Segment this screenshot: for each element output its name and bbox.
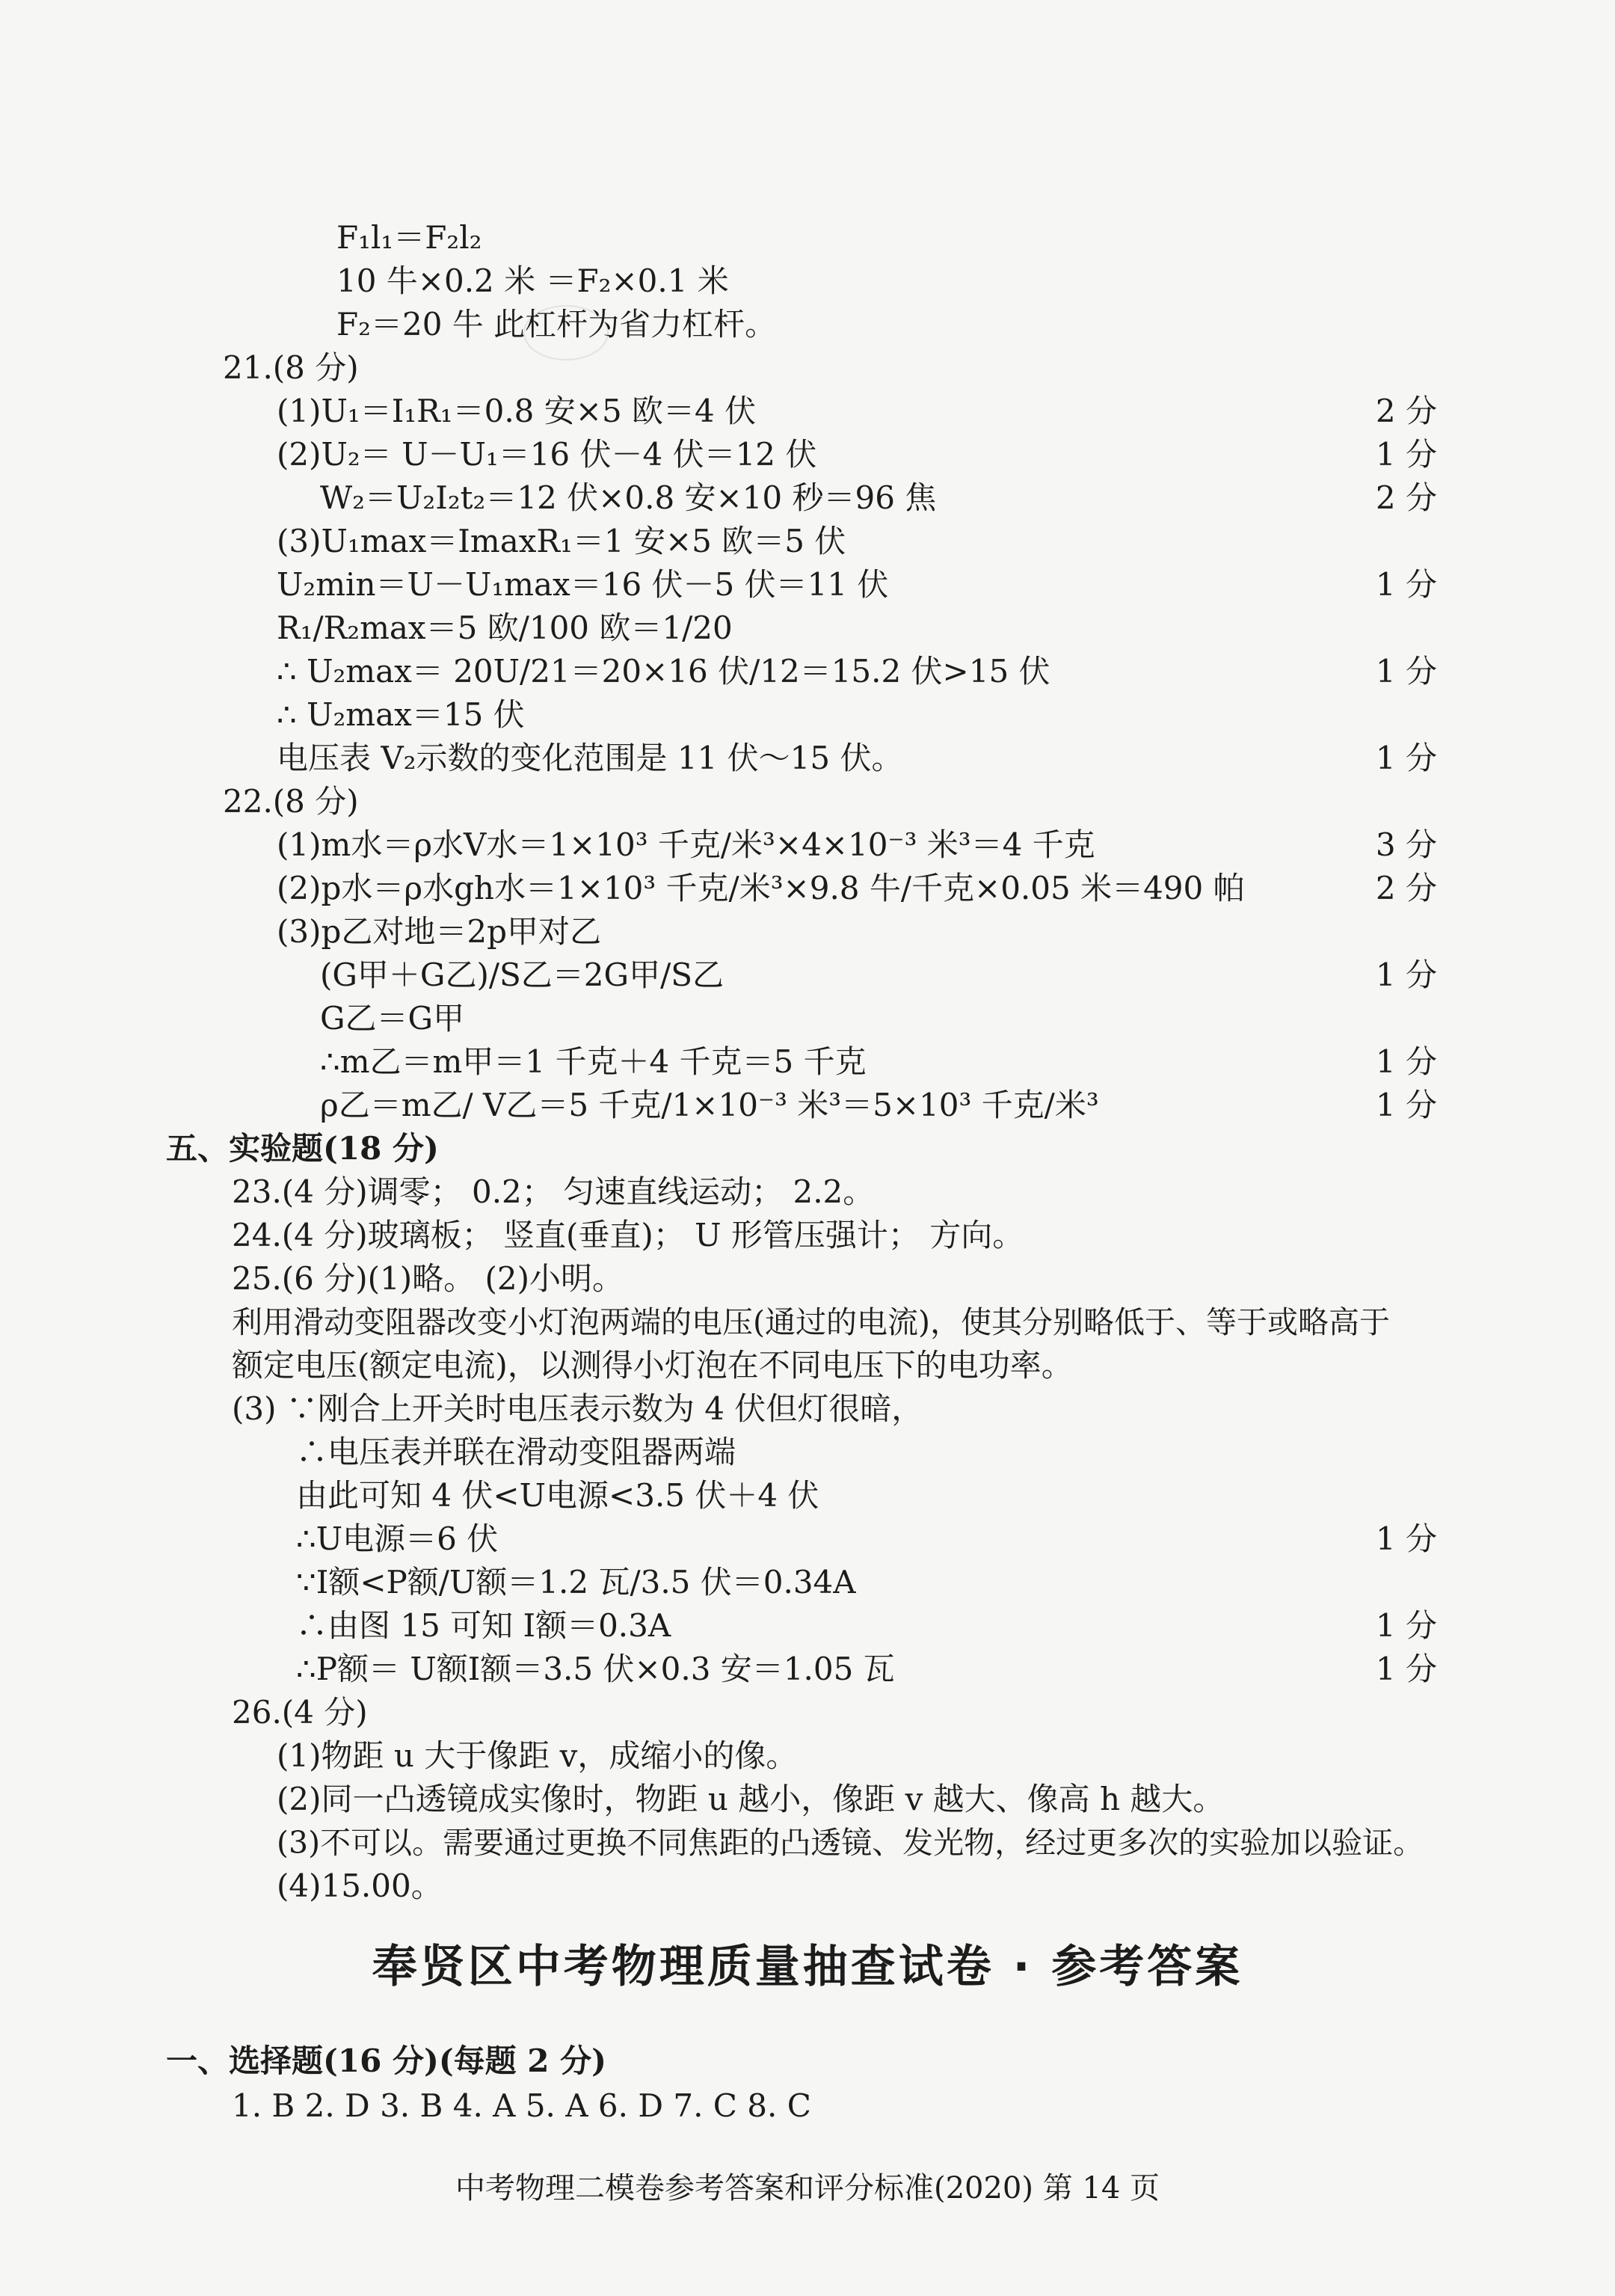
line-l21: ρ乙＝m乙/ V乙＝5 千克/1×10⁻³ 米³＝5×10³ 千克/米³ (320, 1087, 1099, 1123)
line-l18: (G甲＋G乙)/S乙＝2G甲/S乙 (320, 957, 724, 993)
score-l05: 2 分 (1375, 393, 1437, 429)
line-l32: ∵I额<P额/U额＝1.2 瓦/3.5 伏＝0.34A (296, 1564, 856, 1600)
score-l33: 1 分 (1375, 1607, 1437, 1644)
score-l09: 1 分 (1375, 566, 1437, 603)
line-l41: 1. B 2. D 3. B 4. A 5. A 6. D 7. C 8. C (232, 2087, 811, 2124)
line-l36: (1)物距 u 大于像距 v，成缩小的像。 (277, 1737, 798, 1774)
line-l10: R₁/R₂max＝5 欧/100 欧＝1/20 (277, 610, 733, 646)
line-l11: ∴ U₂max＝ 20U/21＝20×16 伏/12＝15.2 伏>15 伏 (277, 653, 1050, 690)
score-l15: 3 分 (1375, 826, 1437, 863)
line-l12: ∴ U₂max＝15 伏 (277, 696, 525, 733)
score-l31: 1 分 (1375, 1520, 1437, 1557)
line-l19: G乙＝G甲 (320, 1000, 465, 1037)
line-l06: (2)U₂＝ U－U₁＝16 伏－4 伏＝12 伏 (277, 436, 817, 473)
score-l13: 1 分 (1375, 740, 1437, 776)
line-l07: W₂＝U₂I₂t₂＝12 伏×0.8 安×10 秒＝96 焦 (320, 479, 937, 516)
line-l02: 10 牛×0.2 米 ＝F₂×0.1 米 (336, 263, 729, 299)
line-l14: 22.(8 分) (223, 783, 359, 820)
line-l38: (3)不可以。需要通过更换不同焦距的凸透镜、发光物，经过更多次的实验加以验证。 (277, 1825, 1424, 1861)
section-heading-multiple-choice: 一、选择题(16 分)(每题 2 分) (166, 2042, 607, 2079)
line-l03: F₂＝20 牛 此杠杆为省力杠杆。 (336, 306, 777, 343)
line-l04: 21.(8 分) (223, 349, 359, 386)
line-l33: ∴由图 15 可知 I额＝0.3A (296, 1607, 671, 1644)
line-l27: 额定电压(额定电流)，以测得小灯泡在不同电压下的电功率。 (232, 1347, 1073, 1384)
score-l34: 1 分 (1375, 1651, 1437, 1687)
line-l20: ∴m乙＝m甲＝1 千克＋4 千克＝5 千克 (320, 1043, 867, 1080)
line-l37: (2)同一凸透镜成实像时，物距 u 越小，像距 v 越大、像高 h 越大。 (277, 1781, 1225, 1817)
answer-key-title: 奉贤区中考物理质量抽查试卷 · 参考答案 (372, 1941, 1243, 1993)
line-l39: (4)15.00。 (277, 1867, 443, 1904)
line-l01: F₁l₁＝F₂l₂ (336, 219, 482, 256)
line-l08: (3)U₁max＝ImaxR₁＝1 安×5 欧＝5 伏 (277, 523, 846, 559)
line-l16: (2)p水＝ρ水gh水＝1×10³ 千克/米³×9.8 牛/千克×0.05 米＝490 帕 (277, 870, 1245, 906)
line-l05: (1)U₁＝I₁R₁＝0.8 安×5 欧＝4 伏 (277, 393, 757, 429)
line-l17: (3)p乙对地＝2p甲对乙 (277, 913, 601, 950)
line-l31: ∴U电源＝6 伏 (296, 1520, 499, 1557)
line-l23: 23.(4 分)调零； 0.2； 匀速直线运动； 2.2。 (232, 1173, 875, 1210)
score-l20: 1 分 (1375, 1043, 1437, 1080)
line-l30: 由此可知 4 伏<U电源<3.5 伏＋4 伏 (296, 1477, 819, 1514)
line-l13: 电压表 V₂示数的变化范围是 11 伏～15 伏。 (277, 740, 903, 776)
score-l06: 1 分 (1375, 436, 1437, 473)
line-l28: (3) ∵刚合上开关时电压表示数为 4 伏但灯很暗， (232, 1390, 923, 1427)
line-l26: 利用滑动变阻器改变小灯泡两端的电压(通过的电流)，使其分别略低于、等于或略高于 (232, 1304, 1390, 1340)
score-l18: 1 分 (1375, 957, 1437, 993)
line-l29: ∴电压表并联在滑动变阻器两端 (296, 1434, 736, 1470)
score-l21: 1 分 (1375, 1087, 1437, 1123)
line-l09: U₂min＝U－U₁max＝16 伏－5 伏＝11 伏 (277, 566, 889, 603)
page-footer: 中考物理二模卷参考答案和评分标准(2020) 第 14 页 (455, 2171, 1160, 2206)
score-l11: 1 分 (1375, 653, 1437, 690)
line-l15: (1)m水＝ρ水V水＝1×10³ 千克/米³×4×10⁻³ 米³＝4 千克 (277, 826, 1095, 863)
line-l35: 26.(4 分) (232, 1694, 368, 1731)
score-l16: 2 分 (1375, 870, 1437, 906)
score-l07: 2 分 (1375, 479, 1437, 516)
section-heading-experiments: 五、实验题(18 分) (166, 1130, 439, 1167)
line-l24: 24.(4 分)玻璃板； 竖直(垂直)； U 形管压强计； 方向。 (232, 1217, 1024, 1253)
line-l34: ∴P额＝ U额I额＝3.5 伏×0.3 安＝1.05 瓦 (296, 1651, 895, 1687)
line-l25: 25.(6 分)(1)略。 (2)小明。 (232, 1260, 624, 1297)
